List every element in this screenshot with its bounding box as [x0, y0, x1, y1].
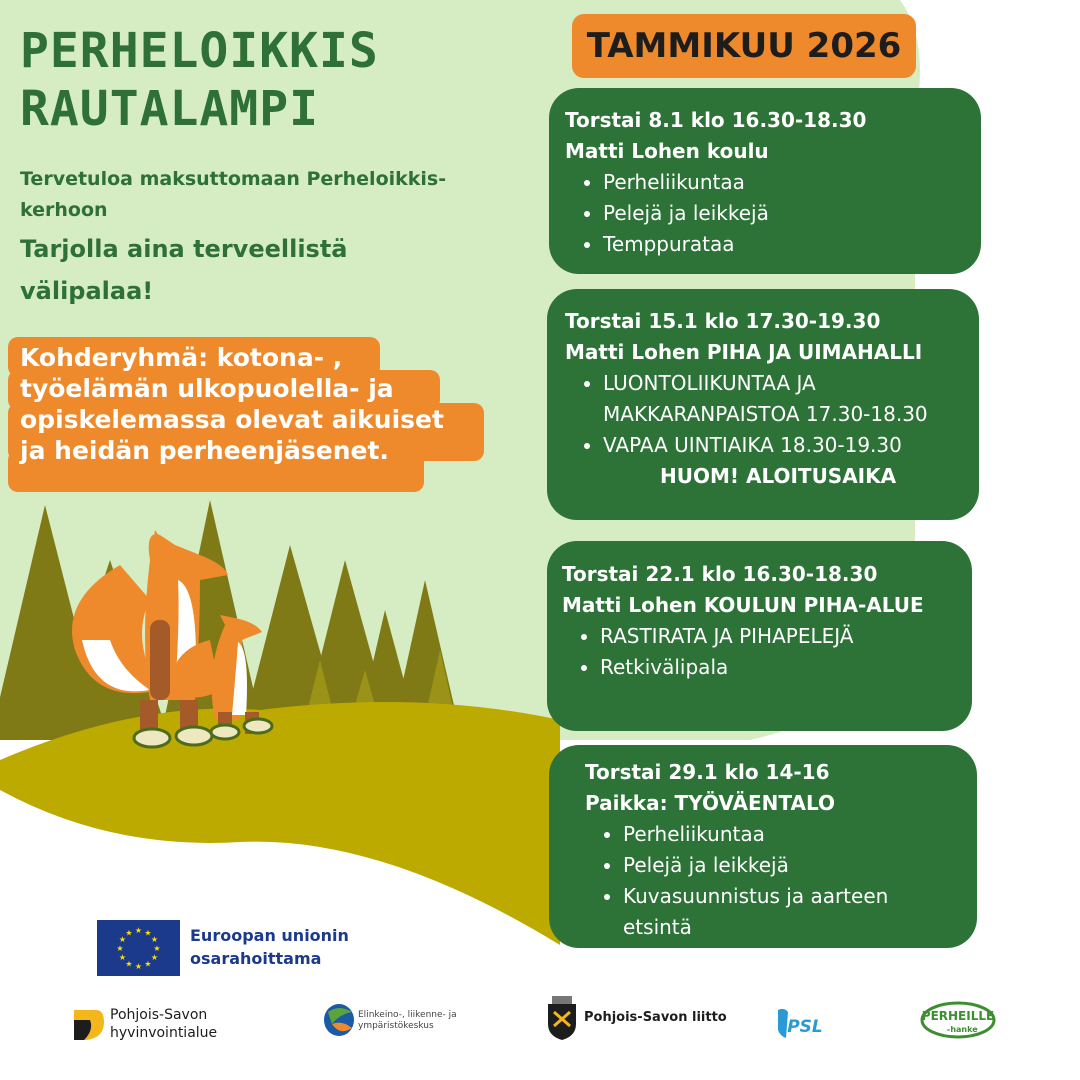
ely-logo-icon: [322, 1002, 356, 1038]
list-item: • Temppurataa: [603, 229, 981, 260]
psl-abbreviation: PSL: [787, 1017, 823, 1037]
pshva-logo-icon: [72, 1008, 106, 1042]
list-item: • Retkivälipala: [600, 652, 972, 683]
list-item: • VAPAA UINTIAIKA 18.30-19.30: [603, 430, 979, 461]
list-item: • Pelejä ja leikkejä: [603, 198, 981, 229]
event-card-2: [547, 289, 979, 520]
activity-list: [562, 621, 972, 683]
title-line-1: PERHELOIKKIS: [20, 23, 379, 79]
target-line-1: Kohderyhmä: kotona- ,: [20, 343, 343, 372]
target-line-4: ja heidän perheenjäsenet.: [20, 436, 389, 465]
svg-text:★: ★: [144, 959, 152, 969]
event-card-3: [547, 541, 972, 731]
svg-text:★: ★: [134, 926, 143, 935]
ely-line-2: ympäristökeskus: [358, 1021, 434, 1031]
event-date: Torstai 22.1 klo 16.30-18.30: [562, 562, 878, 586]
activity-list: [565, 167, 981, 260]
list-item-line: etsintä: [623, 915, 692, 939]
eu-flag-icon: [97, 920, 180, 976]
list-item-line: • Kuvasuunnistus ja aarteen: [623, 884, 889, 908]
event-place: Paikka: TYÖVÄENTALO: [585, 791, 836, 815]
ely-logo-text: [358, 1010, 457, 1032]
psl-logo-text: Pohjois-Savon liitto: [584, 1010, 727, 1025]
perheille-line-2: –hanke: [946, 1025, 978, 1034]
svg-text:★: ★: [118, 935, 127, 944]
event-place: Matti Lohen PIHA JA UIMAHALLI: [565, 340, 923, 364]
perheille-hanke-logo-icon: [920, 1000, 996, 1040]
list-item: [603, 368, 979, 430]
event-card-4: [549, 745, 977, 948]
svg-text:★: ★: [153, 944, 161, 953]
pshva-line-2: hyvinvointialue: [110, 1025, 218, 1041]
svg-text:★: ★: [116, 944, 124, 953]
event-place: Matti Lohen koulu: [565, 139, 769, 163]
page-title: [20, 22, 379, 138]
list-item: • Perheliikuntaa: [603, 167, 981, 198]
month-badge: TAMMIKUU 2026: [572, 14, 916, 78]
svg-text:★: ★: [125, 928, 133, 938]
ely-line-1: Elinkeino-, liikenne- ja: [358, 1010, 457, 1020]
activity-list: [565, 368, 979, 461]
pshva-line-1: Pohjois-Savon: [110, 1007, 208, 1023]
event-date: Torstai 15.1 klo 17.30-19.30: [565, 309, 881, 333]
list-item-line: MAKKARANPAISTOA 17.30-18.30: [603, 402, 928, 426]
eu-funding-line-1: Euroopan unionin: [190, 926, 349, 945]
svg-text:★: ★: [118, 953, 127, 962]
list-item: • Pelejä ja leikkejä: [623, 850, 977, 881]
snack-text: Tarjolla aina terveellistä välipalaa!: [20, 235, 348, 305]
event-date: Torstai 29.1 klo 14-16: [585, 760, 830, 784]
coat-of-arms-icon: [546, 996, 578, 1040]
event-card-1: [549, 88, 981, 274]
start-time-note: HUOM! ALOITUSAIKA: [660, 464, 897, 488]
pshva-logo-text: [110, 1006, 217, 1042]
list-item: [623, 881, 977, 943]
activity-list: [585, 819, 977, 943]
list-item: • Perheliikuntaa: [623, 819, 977, 850]
svg-text:★: ★: [150, 935, 159, 944]
list-item-line: • LUONTOLIIKUNTAA JA: [603, 371, 816, 395]
title-line-2: RAUTALAMPI: [20, 81, 319, 137]
svg-text:★: ★: [134, 962, 143, 971]
target-line-2: työelämän ulkopuolella- ja: [20, 374, 394, 403]
event-date: Torstai 8.1 klo 16.30-18.30: [565, 108, 867, 132]
target-line-3: opiskelemassa olevat aikuiset: [20, 405, 444, 434]
perheille-line-1: PERHEILLE: [921, 1009, 995, 1023]
list-item: • RASTIRATA JA PIHAPELEJÄ: [600, 621, 972, 652]
svg-text:★: ★: [150, 953, 159, 962]
target-group-text: [20, 342, 444, 466]
event-place: Matti Lohen KOULUN PIHA-ALUE: [562, 593, 924, 617]
svg-text:★: ★: [125, 959, 133, 969]
svg-text:★: ★: [144, 928, 152, 938]
eu-funding-line-2: osarahoittama: [190, 949, 322, 968]
eu-funding-text: [190, 924, 349, 970]
psl-badge-icon: [774, 1006, 828, 1042]
intro-text: Tervetuloa maksuttomaan Perheloikkis-kerhoon: [20, 168, 447, 221]
olive-hill: [0, 702, 560, 945]
